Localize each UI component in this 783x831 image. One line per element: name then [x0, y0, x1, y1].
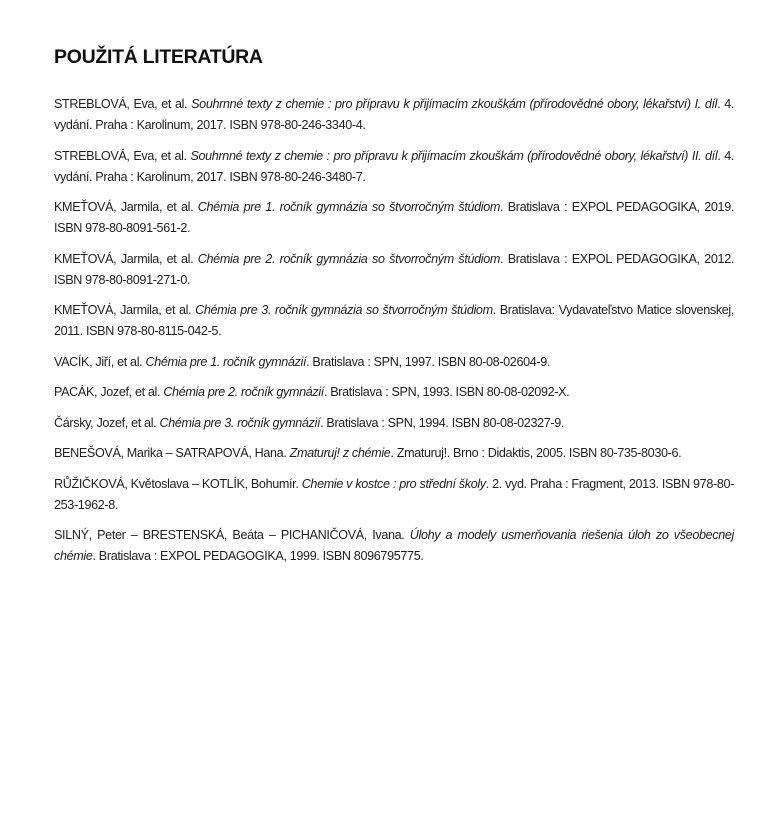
reference-authors: BENEŠOVÁ, Marika – SATRAPOVÁ, Hana. — [54, 446, 290, 460]
reference-publication: . Zmaturuj!. Brno : Didaktis, 2005. ISBN 80-735-8030-6. — [390, 446, 682, 460]
reference-publication: . Bratislava : SPN, 1994. ISBN 80-08-02327-9. — [320, 415, 565, 430]
reference-authors: STREBLOVÁ, Eva, et al. — [54, 148, 191, 163]
reference-publication: . Bratislava : SPN, 1997. ISBN 80-08-02604-9. — [306, 354, 551, 369]
reference-authors: KMEŤOVÁ, Jarmila, et al. — [54, 251, 198, 266]
reference-publication: . Bratislava : EXPOL PEDAGOGIKA, 2019. ISBN 978-80-8091-561-2. — [54, 200, 734, 235]
reference-item — [54, 525, 734, 567]
reference-publication: . 4. vydání. Praha : Karolinum, 2017. ISBN 978-80-246-3480-7. — [54, 148, 734, 184]
reference-item — [54, 352, 734, 373]
reference-authors: PACÁK, Jozef, et al. — [54, 385, 164, 399]
reference-authors: KMEŤOVÁ, Jarmila, et al. — [54, 200, 198, 214]
reference-title: Chémia pre 3. ročník gymnázia so štvorročným štúdiom — [195, 303, 493, 317]
reference-item — [54, 249, 734, 291]
reference-title: Chémia pre 2. ročník gymnázia so štvorročným štúdiom — [197, 251, 501, 266]
reference-item — [54, 382, 734, 403]
reference-authors: VACÍK, Jiří, et al. — [54, 354, 146, 369]
reference-title: Souhrnné texty z chemie : pro přípravu k přijímacím zkouškám (přírodovědné obory, lékařství) II. díl — [190, 148, 718, 163]
reference-item — [54, 474, 734, 516]
reference-authors: RŮŽIČKOVÁ, Květoslava – KOTLÍK, Bohumír. — [54, 476, 302, 491]
reference-item — [54, 300, 734, 342]
reference-item — [54, 94, 734, 136]
reference-publication: . Bratislava: Vydavateľstvo Matice slovenskej, 2011. ISBN 978-80-8115-042-5. — [54, 303, 735, 338]
reference-publication: . Bratislava : EXPOL PEDAGOGIKA, 2012. ISBN 978-80-8091-271-0. — [54, 251, 734, 287]
reference-title: Chémia pre 1. ročník gymnázií — [145, 354, 307, 369]
reference-publication: . 4. vydání. Praha : Karolinum, 2017. ISBN 978-80-246-3340-4. — [54, 97, 734, 132]
reference-title: Úlohy a modely usmerňovania riešenia úloh zo všeobecnej chémie — [54, 528, 735, 563]
bibliography-page — [54, 46, 734, 577]
page-title: POUŽITÁ LITERATÚRA — [54, 46, 263, 68]
reference-publication: . Bratislava : EXPOL PEDAGOGIKA, 1999. ISBN 8096795775. — [92, 549, 424, 563]
reference-item — [54, 413, 734, 434]
reference-title: Chémia pre 2. ročník gymnázií — [163, 385, 324, 399]
reference-title: Souhrnné texty z chemie : pro přípravu k přijímacím zkouškám (přírodovědné obory, lékařství) I. díl — [191, 97, 718, 111]
reference-title: Chemie v kostce : pro střední školy — [301, 476, 486, 491]
reference-authors: SILNÝ, Peter – BRESTENSKÁ, Beáta – PICHANIČOVÁ, Ivana. — [54, 528, 410, 542]
reference-authors: Čársky, Jozef, et al. — [54, 415, 160, 430]
reference-title: Chémia pre 3. ročník gymnázií — [159, 415, 321, 430]
reference-title: Chémia pre 1. ročník gymnázia so štvorročným štúdiom — [197, 200, 501, 214]
reference-publication: . 2. vyd. Praha : Fragment, 2013. ISBN 978-80-253-1962-8. — [54, 476, 734, 512]
reference-authors: KMEŤOVÁ, Jarmila, et al. — [54, 303, 196, 317]
reference-list — [54, 94, 734, 567]
reference-item — [54, 197, 734, 239]
reference-authors: STREBLOVÁ, Eva, et al. — [54, 97, 192, 111]
reference-publication: . Bratislava : SPN, 1993. ISBN 80-08-02092-X. — [323, 385, 570, 399]
reference-title: Zmaturuj! z chémie — [289, 446, 391, 460]
reference-item — [54, 443, 734, 464]
reference-item — [54, 146, 734, 188]
